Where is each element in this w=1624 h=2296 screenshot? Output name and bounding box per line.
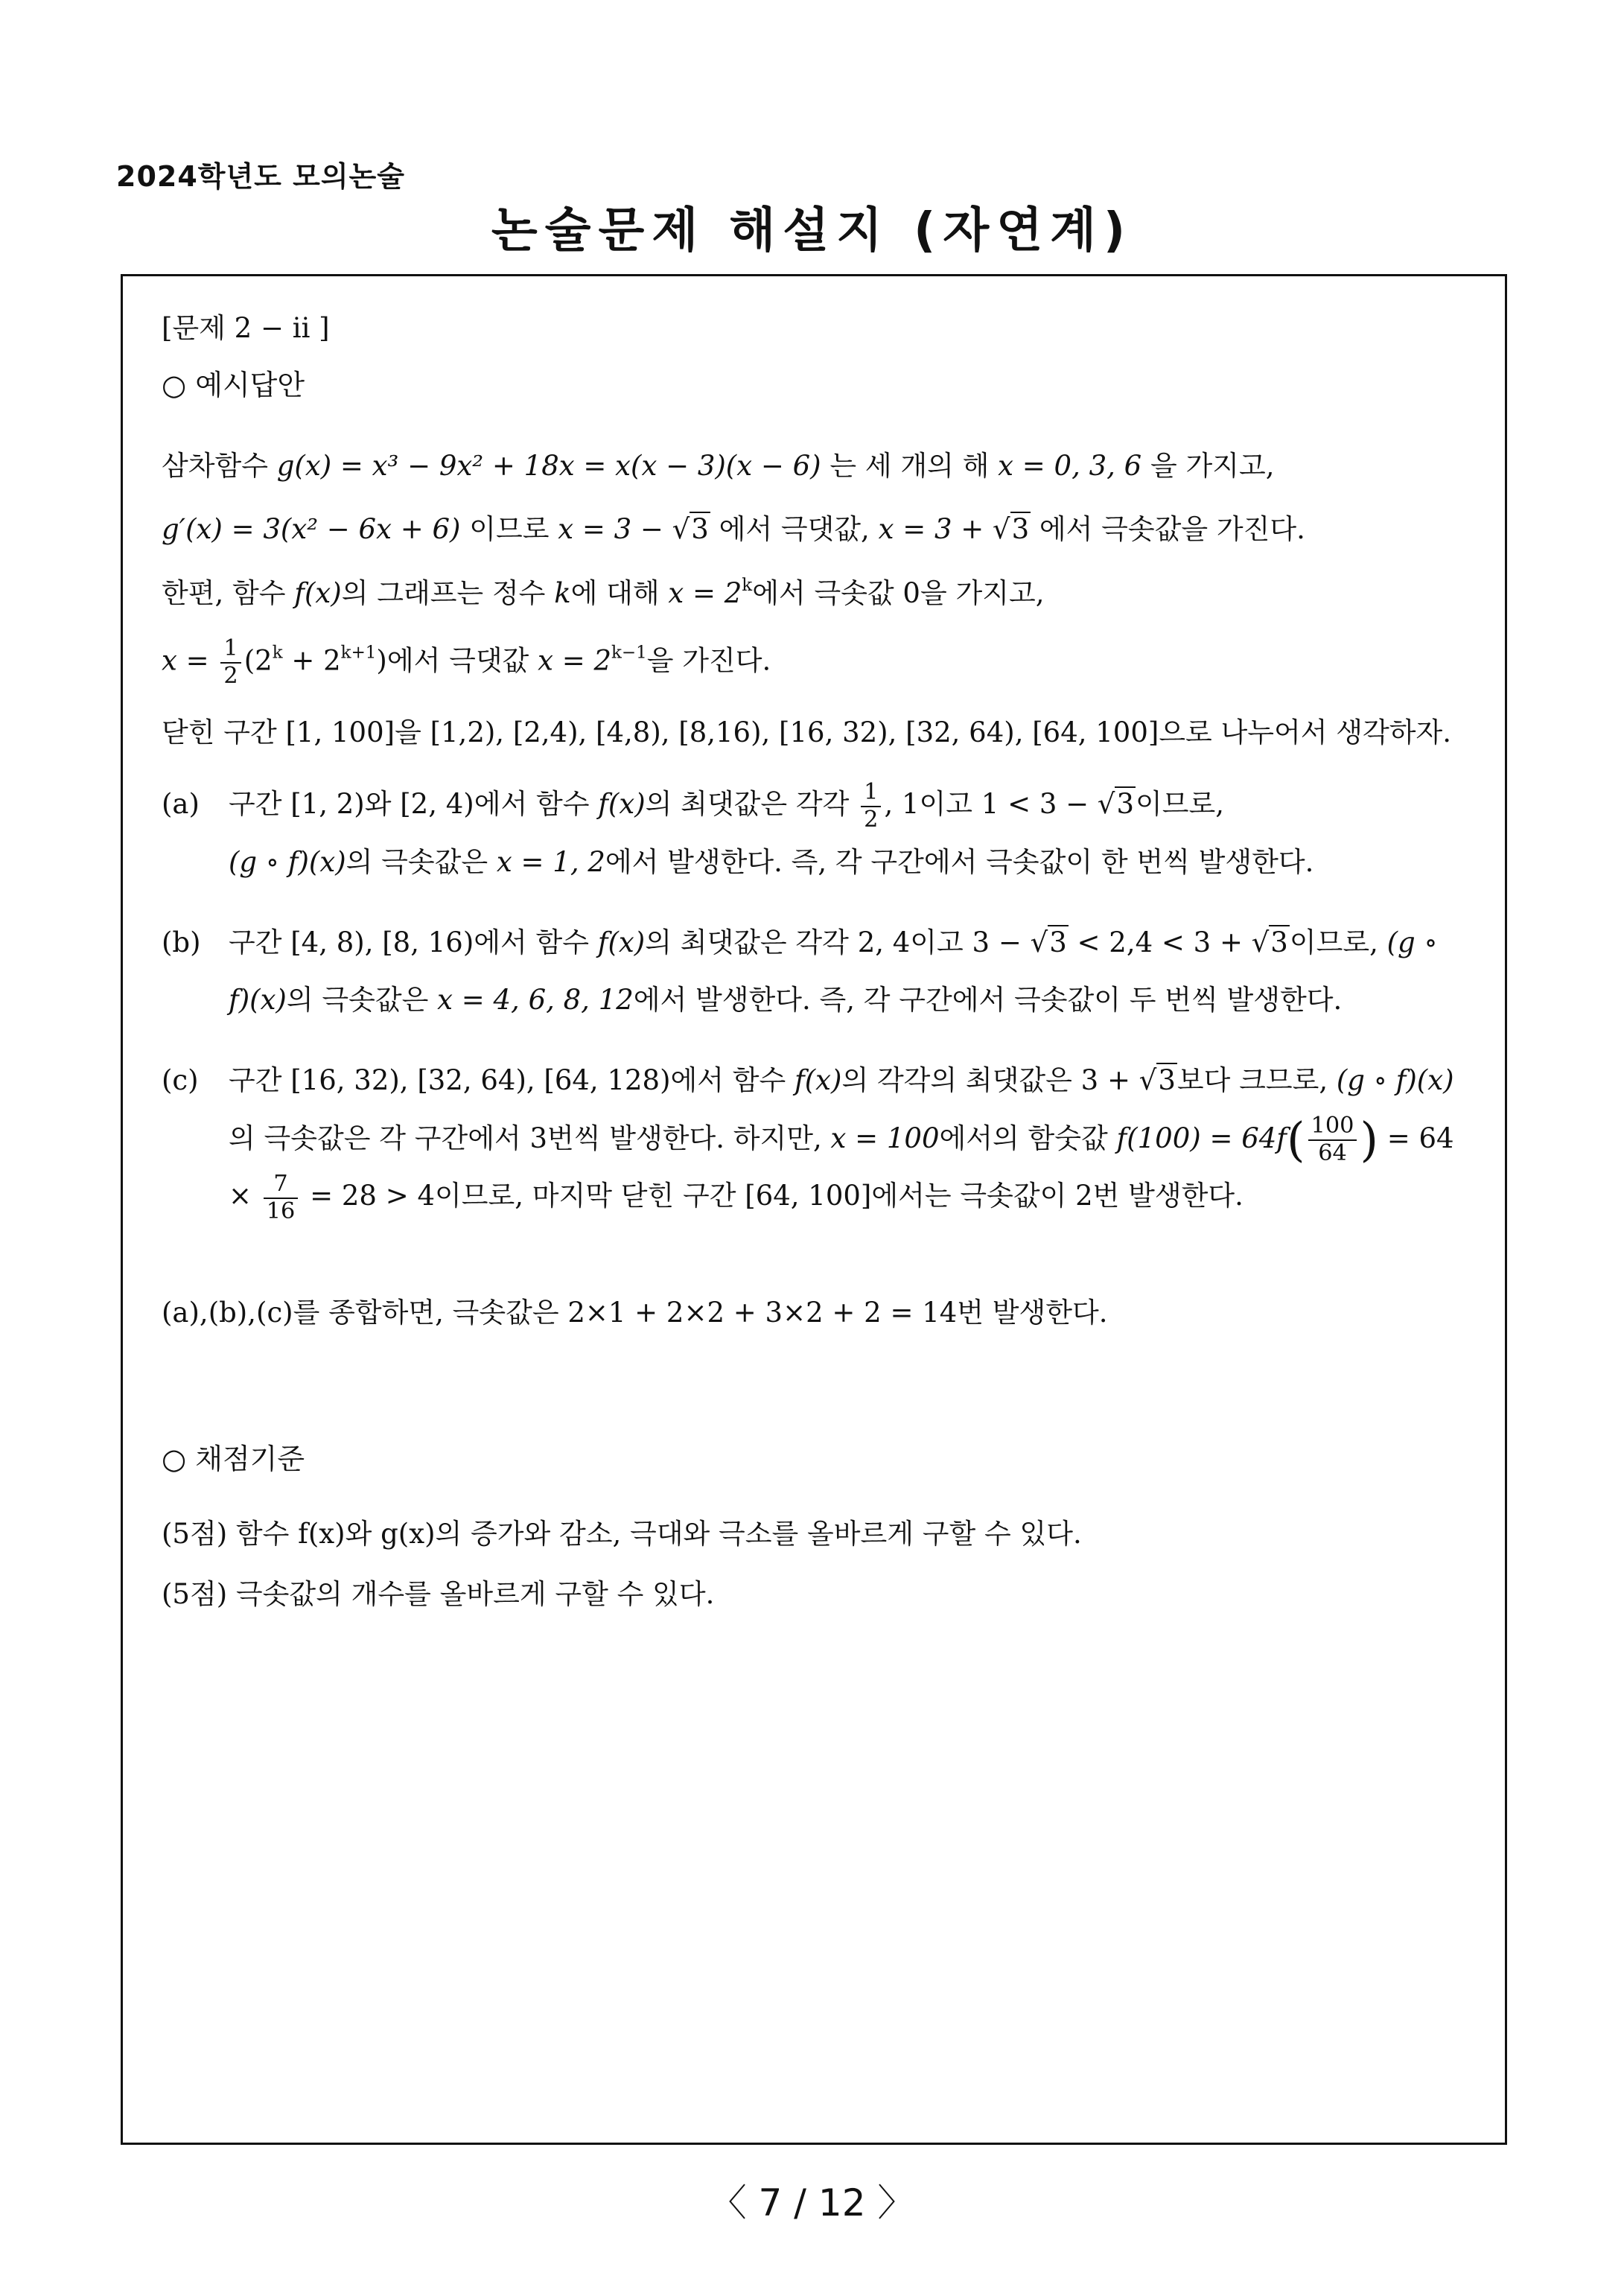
math-x: x = xyxy=(162,644,218,677)
page-number: 〈 7 / 12 〉 xyxy=(709,2181,915,2225)
math-x2k: x = 2 xyxy=(668,576,742,609)
text: 에서 극솟값 0을 가지고, xyxy=(752,576,1045,609)
math-f: f(x) xyxy=(294,576,342,609)
item-label: (c) xyxy=(162,1064,199,1097)
paragraph-local-max: x = $\frac{1}{2}$ $(2^k + 2^{k+1})$에서 극댓값 $x = 2^{k-1}$을 가진다. xyxy=(162,635,771,689)
math-k: k xyxy=(554,576,571,609)
exam-title: 2024학년도 모의논술 xyxy=(116,160,405,193)
summary: (a),(b),(c)를 종합하면, 극솟값은 2×1 + 2×2 + 3×2 + 2 = 14번 발생한다. xyxy=(162,1297,1108,1329)
paragraph-intervals xyxy=(162,712,1466,754)
text: 에서 극댓값, xyxy=(710,513,879,545)
math-x: x = 3 + xyxy=(878,513,993,545)
item-a: (a) 구간 [1, 2)와 [2, 4)에서 함수 f(x)의 최댓값은 각각 $\frac{1}{2}$ , 1이고 1 < 3 − √3이므로, (g ∘ f)(x)의 극솟값은 x = 1, 2에서 발생한다. 즉, 각 구간에서 극솟값이 한 번씩 발생한다. xyxy=(162,775,1466,891)
fraction-half: $\frac{1}{2}$ xyxy=(220,636,241,690)
answer-box xyxy=(121,274,1507,2145)
answer-heading: ○ 예시답안 xyxy=(162,368,305,401)
text: 는 세 개의 해 xyxy=(821,449,999,482)
sqrt: √3 xyxy=(1030,926,1067,958)
text: 을 xyxy=(395,716,430,748)
fraction-half: $\frac{1}{2}$ xyxy=(861,780,881,833)
sqrt: √3 xyxy=(1251,926,1288,958)
text: 으로 나누어서 생각하자. xyxy=(1159,716,1452,748)
item-c: (c) 구간 [16, 32), [32, 64), [64, 128)에서 함수 f(x)의 각각의 최댓값은 3 + √3보다 크므로, (g ∘ f)(x)의 극솟값은 각 구간에서 3번씩 발생한다. 하지만, x = 100에서의 함숫값 f(100) = 64f( $\frac{100}{64}$ ) = 64 × $\frac{7}{16}$ = 28 > 4이므로, 마지막 닫힌 구간 [64, 100]에서는 극솟값이 2번 발생한다. xyxy=(162,1052,1466,1225)
math-sup: k xyxy=(742,575,753,595)
criteria-item: (5점) 함수 f(x)와 g(x)의 증가와 감소, 극대와 극소를 올바르게 구할 수 있다. xyxy=(162,1517,1082,1550)
math-g: g(x) = x³ − 9x² + 18x = x(x − 3)(x − 6) xyxy=(276,449,821,482)
text: 에서 극댓값 xyxy=(386,644,538,677)
math-x: x = 3 − xyxy=(558,513,672,545)
sqrt: √3 xyxy=(672,513,709,545)
item-b: (b) 구간 [4, 8), [8, 16)에서 함수 f(x)의 최댓값은 각각 2, 4이고 3 − √3 < 2,4 < 3 + √3이므로, (g ∘ f)(x)의 극솟값은 x = 4, 6, 8, 12에서 발생한다. 즉, 각 구간에서 극솟값이 두 번씩 발생한다. xyxy=(162,914,1466,1029)
sqrt: √3 xyxy=(1139,1064,1176,1097)
page-title: 논술문제 해설지 (자연계) xyxy=(491,203,1133,258)
text: 이므로 xyxy=(460,513,558,545)
math-roots: x = 0, 3, 6 xyxy=(998,449,1142,482)
text: 의 그래프는 정수 xyxy=(341,576,555,609)
math-interval: [1, 100] xyxy=(285,716,395,748)
paragraph-cubic xyxy=(162,445,1466,487)
sqrt: √3 xyxy=(993,513,1030,545)
paragraph-f xyxy=(162,573,1466,614)
math-x: x = 2 xyxy=(538,644,611,677)
math-intervals: [1,2), [2,4), [4,8), [8,16), [16, 32), [32, 64), [64, 100] xyxy=(430,716,1159,748)
text: 삼차함수 xyxy=(162,449,277,482)
item-label: (a) xyxy=(162,788,200,821)
text: 닫힌 구간 xyxy=(162,716,286,748)
math-total: 2×1 + 2×2 + 3×2 + 2 = 14 xyxy=(567,1297,958,1329)
problem-tag: [문제 2 − ii ] xyxy=(162,312,330,344)
fraction-7-16: $\frac{7}{16}$ xyxy=(264,1171,299,1225)
text: 에서 극솟값을 가진다. xyxy=(1031,513,1305,545)
math-gprime: g′(x) = 3(x² − 6x + 6) xyxy=(162,513,461,545)
paragraph-derivative xyxy=(162,509,1466,550)
text: 에 대해 xyxy=(570,576,669,609)
item-label: (b) xyxy=(162,926,201,958)
text: 한편, 함수 xyxy=(162,576,295,609)
text: 을 가지고, xyxy=(1141,449,1275,482)
criteria-item: (5점) 극솟값의 개수를 올바르게 구할 수 있다. xyxy=(162,1578,715,1611)
text: 을 가진다. xyxy=(646,644,771,677)
sqrt: √3 xyxy=(1097,788,1135,821)
fraction-100-64: $\frac{100}{64}$ xyxy=(1308,1113,1357,1167)
answer-content xyxy=(162,308,1466,1615)
criteria-heading: ○ 채점기준 xyxy=(162,1442,305,1475)
